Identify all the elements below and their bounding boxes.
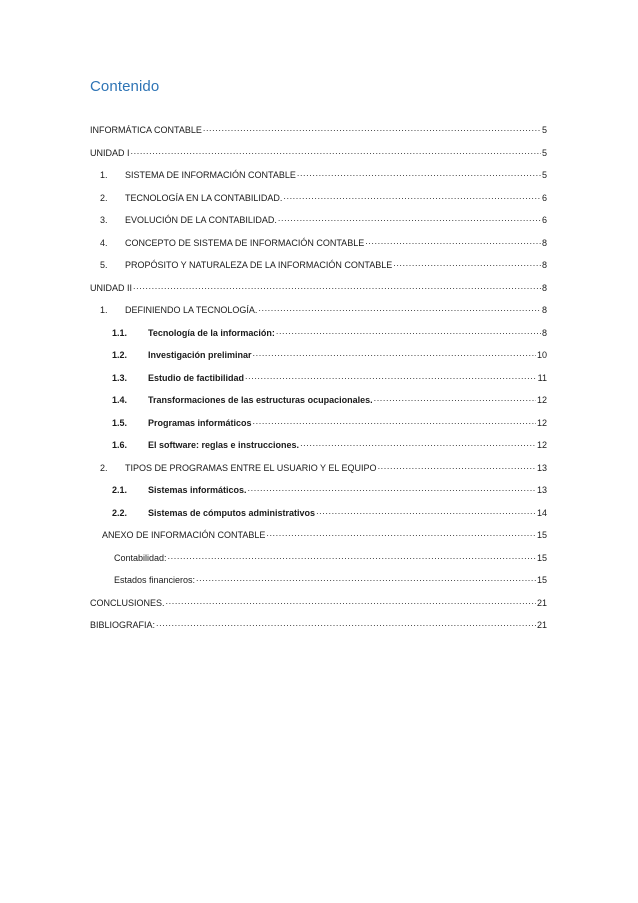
toc-entry-title: Programas informáticos: [148, 417, 252, 428]
toc-entry-number: 1.5.: [112, 417, 128, 428]
toc-dot-leader: [168, 545, 536, 568]
toc-entry-page: 5: [541, 147, 547, 158]
toc-entry-title: UNIDAD II: [90, 282, 133, 293]
toc-entry-number: 1.: [100, 170, 108, 180]
toc-entry-page: 15: [536, 530, 547, 540]
toc-entry-page: 8: [541, 282, 547, 293]
toc-entry-title: TIPOS DE PROGRAMAS ENTRE EL USUARIO Y EL EQUIPO: [125, 462, 377, 473]
toc-dot-leader: [393, 252, 541, 275]
toc-entry-number: 1.2.: [112, 350, 128, 360]
toc-entry-number: 2.1.: [112, 485, 128, 495]
toc-entry-number: 2.2.: [112, 507, 128, 518]
toc-entry-title: Sistemas de cómputos administrativos: [148, 507, 316, 518]
toc-entry-page: 8: [541, 305, 547, 315]
toc-entry[interactable]: [90, 344, 547, 367]
toc-entry-title: Transformaciones de las estructuras ocupacionales.: [148, 395, 373, 405]
toc-entry-title: Tecnología de la información:: [148, 327, 275, 338]
toc-entry-page: 10: [536, 350, 547, 360]
toc-entry-page: 12: [536, 440, 547, 450]
toc-entry[interactable]: [90, 434, 547, 457]
toc-dot-leader: [196, 567, 536, 590]
toc-entry[interactable]: [90, 457, 547, 480]
toc-entry[interactable]: [90, 254, 547, 277]
toc-entry-number: 1.6.: [112, 440, 128, 450]
toc-entry-page: 11: [537, 372, 547, 383]
toc-entry[interactable]: [90, 412, 547, 435]
toc-entry-page: 13: [536, 462, 547, 473]
toc-dot-leader: [245, 365, 537, 388]
toc-dot-leader: [365, 230, 541, 253]
toc-entry-title: UNIDAD I: [90, 147, 130, 158]
toc-entry[interactable]: [90, 524, 547, 547]
toc-entry-page: 8: [541, 237, 547, 248]
toc-dot-leader: [266, 522, 536, 545]
toc-entry-page: 8: [541, 327, 547, 338]
toc-entry[interactable]: [90, 164, 547, 187]
toc-entry[interactable]: [90, 479, 547, 502]
toc-dot-leader: [133, 275, 541, 298]
toc-entry-title: Investigación preliminar: [148, 350, 252, 360]
toc-entry-number: 1.1.: [112, 327, 128, 338]
toc-entry-page: 21: [536, 620, 547, 630]
toc-entry-page: 12: [536, 395, 547, 405]
toc-entry-number: 1.4.: [112, 395, 128, 405]
toc-entry-title: Contabilidad:: [114, 552, 167, 563]
toc-entry[interactable]: [90, 277, 547, 300]
toc-dot-leader: [258, 297, 541, 320]
toc-entry-page: 12: [536, 417, 547, 428]
toc-entry-title: CONCLUSIONES.: [90, 597, 165, 608]
toc-dot-leader: [283, 185, 541, 208]
toc-dot-leader: [378, 455, 536, 478]
toc-entry-title: Estados financieros:: [114, 575, 196, 585]
toc-entry[interactable]: [90, 119, 547, 142]
toc-entry-title: INFORMÁTICA CONTABLE: [90, 125, 202, 135]
toc-entry-number: 1.: [100, 305, 108, 315]
toc-entry-title: CONCEPTO DE SISTEMA DE INFORMACIÓN CONTABLE: [125, 237, 365, 248]
toc-entry-page: 14: [536, 507, 547, 518]
toc-entry[interactable]: [90, 502, 547, 525]
toc-entry[interactable]: [90, 592, 547, 615]
toc-entry-title: Estudio de factibilidad: [148, 372, 245, 383]
toc-entry-title: PROPÓSITO Y NATURALEZA DE LA INFORMACIÓN CONTABLE: [125, 260, 393, 270]
toc-entry[interactable]: [90, 322, 547, 345]
toc-entry-page: 8: [541, 260, 547, 270]
toc-entry-title: DEFINIENDO LA TECNOLOGÍA.: [125, 305, 258, 315]
toc-entry[interactable]: [90, 547, 547, 570]
toc-entry-page: 21: [536, 597, 547, 608]
toc-entry-number: 2.: [100, 192, 108, 203]
toc-entry-page: 5: [541, 125, 547, 135]
toc-dot-leader: [253, 410, 536, 433]
toc-entry-page: 15: [536, 575, 547, 585]
toc-entry-number: 4.: [100, 237, 108, 248]
toc-entry-number: 2.: [100, 462, 108, 473]
toc-dot-leader: [253, 342, 536, 365]
toc-entry[interactable]: [90, 142, 547, 165]
toc-dot-leader: [297, 162, 541, 185]
toc-entry-title: ANEXO DE INFORMACIÓN CONTABLE: [102, 530, 266, 540]
toc-heading: Contenido: [90, 78, 160, 95]
toc-entry-number: 1.3.: [112, 372, 128, 383]
toc-dot-leader: [248, 477, 536, 500]
toc-entry[interactable]: [90, 299, 547, 322]
toc-dot-leader: [131, 140, 541, 163]
toc-entry-title: Sistemas informáticos.: [148, 485, 247, 495]
toc-dot-leader: [278, 207, 541, 230]
toc-dot-leader: [203, 117, 541, 140]
toc-entry-page: 13: [536, 485, 547, 495]
toc-entry[interactable]: [90, 187, 547, 210]
toc-dot-leader: [300, 432, 536, 455]
toc-dot-leader: [316, 500, 536, 523]
toc-entry-number: 5.: [100, 260, 108, 270]
toc-dot-leader: [276, 320, 541, 343]
toc-dot-leader: [374, 387, 536, 410]
toc-entry[interactable]: [90, 209, 547, 232]
toc-entry-page: 5: [541, 170, 547, 180]
toc-entry[interactable]: [90, 389, 547, 412]
toc-entry-title: EVOLUCIÓN DE LA CONTABILIDAD.: [125, 215, 277, 225]
toc-entry-title: El software: reglas e instrucciones.: [148, 440, 300, 450]
toc-dot-leader: [156, 612, 536, 635]
toc-entry-page: 6: [541, 215, 547, 225]
toc-dot-leader: [166, 590, 536, 613]
toc-entry[interactable]: [90, 367, 547, 390]
toc-entry-number: 3.: [100, 215, 108, 225]
toc-entry-title: BIBLIOGRAFIA:: [90, 620, 156, 630]
toc-entry[interactable]: [90, 614, 547, 637]
toc-entry-page: 15: [536, 552, 547, 563]
toc-entry-title: TECNOLOGÍA EN LA CONTABILIDAD.: [125, 192, 283, 203]
toc-entry-title: SISTEMA DE INFORMACIÓN CONTABLE: [125, 170, 296, 180]
toc-entry[interactable]: [90, 232, 547, 255]
toc-entry-page: 6: [541, 192, 547, 203]
toc-entry[interactable]: [90, 569, 547, 592]
table-of-contents: [90, 119, 547, 637]
